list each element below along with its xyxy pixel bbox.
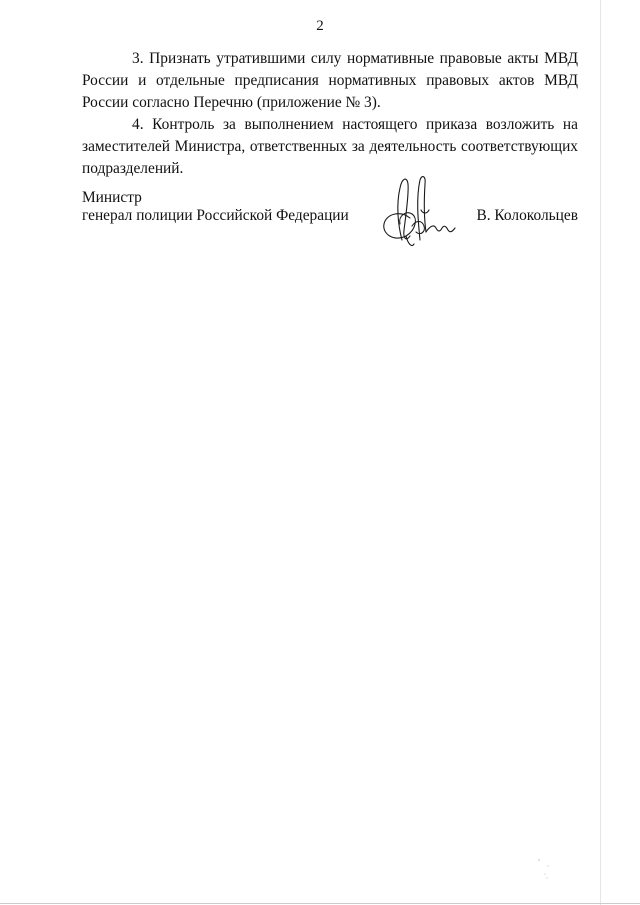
scan-bottom-edge (0, 903, 640, 904)
handwritten-signature-image (376, 170, 458, 250)
signature-block (82, 188, 578, 258)
page-number: 2 (316, 18, 324, 34)
signatory-rank: генерал полиции Российской Федерации (82, 207, 349, 224)
scan-speck-marks (536, 856, 556, 880)
paragraph-3: 3. Признать утратившими силу нормативные правовые акты МВД России и отдельные предписания нормативных правовых актов МВД России согласно Перечню (приложение № 3). (82, 50, 578, 111)
signatory-name: В. Колокольцев (476, 207, 578, 224)
signatory-position: Министр (82, 189, 142, 206)
document-body (82, 48, 578, 180)
paragraph-4: 4. Контроль за выполнением настоящего приказа возложить на заместителей Министра, ответственных за деятельность соответствующих подразделений. (82, 116, 578, 177)
scan-edge-line (600, 0, 601, 905)
